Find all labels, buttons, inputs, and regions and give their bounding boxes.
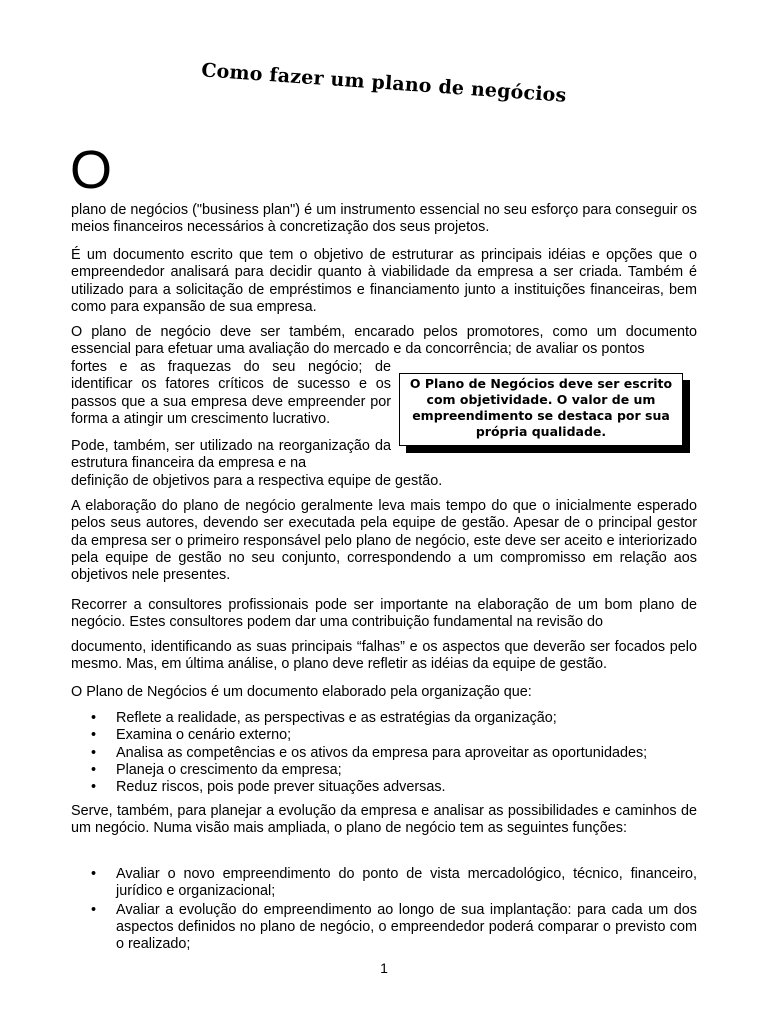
paragraph-list-intro: O Plano de Negócios é um documento elaborado pela organização que: — [71, 684, 532, 700]
paragraph-evaluation: O plano de negócio deve ser também, encarado pelos promotores, como um documento essencial para efetuar uma avaliação do mercado e da concorrência; de avaliar os pontos — [71, 324, 697, 358]
bullet-icon: • — [91, 866, 97, 882]
callout-text: O Plano de Negócios deve ser escrito com objetividade. O valor de um empreendimento se destaca por sua própria qualidade. — [409, 376, 673, 439]
bullet-list-functions — [71, 866, 697, 953]
list-item: • Planeja o crescimento da empresa; — [91, 761, 342, 778]
list-item: • Avaliar o novo empreendimento do ponto de vista mercadológico, técnico, financeiro, jurídico e organizacional; — [91, 866, 697, 900]
paragraph-definition: É um documento escrito que tem o objetivo de estruturar as principais idéias e opções que o empreendedor analisará para decidir quanto à viabilidade da empresa a ser criada. Também é utilizado para a solicitação de empréstimos e financiamento junto a instituições financeiras, bem como para expansão de sua empresa. — [71, 247, 697, 315]
paragraph-reorganization: Pode, também, ser utilizado na reorganização da estrutura financeira da empresa e na — [71, 438, 391, 472]
page-number: 1 — [380, 960, 388, 976]
paragraph-intro: plano de negócios ("business plan") é um instrumento essencial no seu esforço para conseguir os meios financeiros necessários à concretização dos seus projetos. — [71, 202, 697, 236]
paragraph-consultants: Recorrer a consultores profissionais pode ser importante na elaboração de um bom plano de negócio. Estes consultores podem dar uma contribuição fundamental na revisão do — [71, 597, 697, 631]
bullet-icon: • — [91, 744, 97, 761]
title-text: Como fazer um plano de negócios — [200, 59, 568, 107]
bullet-icon: • — [91, 710, 97, 726]
paragraph-functions: Serve, também, para planejar a evolução da empresa e analisar as possibilidades e caminhos de um negócio. Numa visão mais ampliada, o plano de negócio tem as seguintes funções: — [71, 803, 697, 837]
bullet-icon: • — [91, 901, 97, 918]
list-item: • Analisa as competências e os ativos da empresa para aproveitar as oportunidades; — [91, 744, 648, 761]
list-item: • Examina o cenário externo; — [91, 727, 292, 744]
list-item: • Reduz riscos, pois pode prever situações adversas. — [91, 779, 446, 796]
document-title — [0, 59, 768, 107]
list-item: • Reflete a realidade, as perspectivas e as estratégias da organização; — [91, 710, 557, 726]
bullet-icon: • — [91, 761, 97, 778]
paragraph-document-review: documento, identificando as suas principais “falhas” e os aspectos que deverão ser focados pelo mesmo. Mas, em última análise, o plano deve refletir as idéias da equipe de gestão. — [71, 639, 697, 673]
bullet-list-organization — [71, 710, 697, 796]
paragraph-elaboration: A elaboração do plano de negócio geralmente leva mais tempo do que o inicialmente esperado pelos seus autores, devendo ser executada pela equipe de gestão. Apesar de o principal gestor da empresa ser o primeiro responsável pelo plano de negócio, este deve ser aceito e interiorizado pela equipe de gestão no seu conjunto, correspondendo a um compromisso em relação aos objetivos nele presentes. — [71, 498, 697, 584]
paragraph-reorganization-end: definição de objetivos para a respectiva equipe de gestão. — [71, 473, 443, 489]
drop-cap: O — [70, 140, 113, 200]
bullet-icon: • — [91, 727, 97, 744]
paragraph-evaluation-continued: fortes e as fraquezas do seu negócio; de identificar os fatores críticos de sucesso e os passos que a sua empresa deve empreender por forma a atingir um crescimento lucrativo. — [71, 359, 391, 427]
bullet-icon: • — [91, 779, 97, 796]
list-item: • Avaliar a evolução do empreendimento ao longo de sua implantação: para cada um dos aspectos definidos no plano de negócio, o empreendedor poderá comparar o previsto com o realizado; — [91, 901, 697, 953]
callout-box — [399, 373, 683, 446]
